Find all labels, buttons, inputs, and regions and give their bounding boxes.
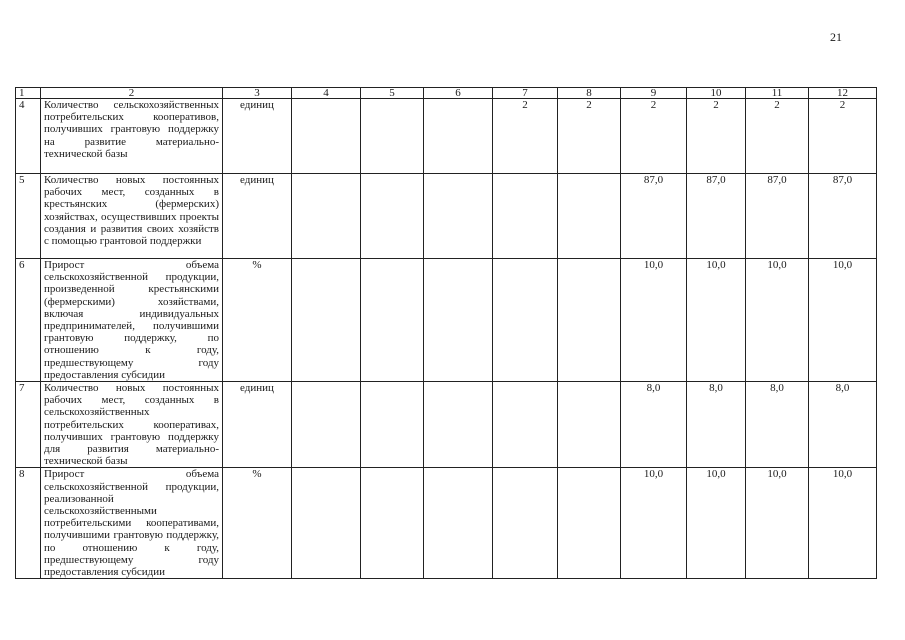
value-cell: 2 [809,99,877,174]
indicator-description: Количество новых постоянных рабочих мест, созданных в сельскохозяйственных потребительских кооперативах, получивших грантовую поддержку для развития материально-технической базы [41,382,223,468]
row-index: 7 [16,382,41,468]
value-cell [292,382,361,468]
indicator-unit: единиц [223,174,292,259]
column-header: 5 [361,88,424,99]
indicator-unit: единиц [223,382,292,468]
value-cell [558,468,621,579]
value-cell [424,382,493,468]
table-row [16,382,877,468]
value-cell: 8,0 [621,382,687,468]
column-header: 6 [424,88,493,99]
indicator-description: Прирост объема сельскохозяйственной продукции, произведенной крестьянскими (фермерскими) хозяйствами, включая индивидуальных предпринимателей, получившими грантовую поддержку, по отношению к году, предшествующему году предоставления субсидии [41,259,223,382]
value-cell [424,468,493,579]
value-cell [558,382,621,468]
value-cell: 2 [746,99,809,174]
page-number: 21 [830,30,842,44]
value-cell: 8,0 [687,382,746,468]
value-cell: 10,0 [809,259,877,382]
value-cell [361,259,424,382]
value-cell: 10,0 [687,468,746,579]
value-cell: 87,0 [746,174,809,259]
column-header: 4 [292,88,361,99]
value-cell: 10,0 [687,259,746,382]
row-index: 6 [16,259,41,382]
value-cell [424,174,493,259]
value-cell [558,174,621,259]
value-cell: 8,0 [746,382,809,468]
table-row [16,259,877,382]
value-cell [493,382,558,468]
column-header: 7 [493,88,558,99]
value-cell: 87,0 [687,174,746,259]
indicator-description: Количество новых постоянных рабочих мест, созданных в крестьянских (фермерских) хозяйствах, осуществивших проекты создания и развития своих хозяйств с помощью грантовой поддержки [41,174,223,259]
table-row [16,99,877,174]
value-cell: 2 [621,99,687,174]
value-cell [493,468,558,579]
value-cell [292,259,361,382]
column-header: 11 [746,88,809,99]
value-cell: 8,0 [809,382,877,468]
value-cell: 10,0 [621,259,687,382]
indicator-description: Количество сельскохозяйственных потребительских кооперативов, получивших грантовую поддержку на развитие материально-технической базы [41,99,223,174]
value-cell: 2 [687,99,746,174]
indicator-unit: единиц [223,99,292,174]
value-cell: 10,0 [621,468,687,579]
indicator-unit: % [223,468,292,579]
value-cell [292,468,361,579]
table-row [16,468,877,579]
value-cell: 2 [558,99,621,174]
column-header: 2 [41,88,223,99]
value-cell: 10,0 [746,468,809,579]
value-cell [361,468,424,579]
value-cell [292,174,361,259]
value-cell: 87,0 [809,174,877,259]
column-header: 3 [223,88,292,99]
value-cell [361,382,424,468]
value-cell [493,259,558,382]
indicators-table [15,87,877,579]
row-index: 5 [16,174,41,259]
value-cell [424,259,493,382]
indicator-description: Прирост объема сельскохозяйственной продукции, реализованной сельскохозяйственными потребительскими кооперативами, получившими грантовую поддержку, по отношению к году, предшествующему году предоставления субсидии [41,468,223,579]
value-cell [424,99,493,174]
value-cell: 10,0 [809,468,877,579]
table-row [16,174,877,259]
value-cell: 10,0 [746,259,809,382]
column-header: 1 [16,88,41,99]
column-header: 10 [687,88,746,99]
value-cell: 2 [493,99,558,174]
value-cell [558,259,621,382]
value-cell [292,99,361,174]
column-header: 8 [558,88,621,99]
row-index: 8 [16,468,41,579]
value-cell [493,174,558,259]
value-cell: 87,0 [621,174,687,259]
indicator-unit: % [223,259,292,382]
value-cell [361,99,424,174]
value-cell [361,174,424,259]
column-number-row [16,88,877,99]
row-index: 4 [16,99,41,174]
column-header: 12 [809,88,877,99]
column-header: 9 [621,88,687,99]
